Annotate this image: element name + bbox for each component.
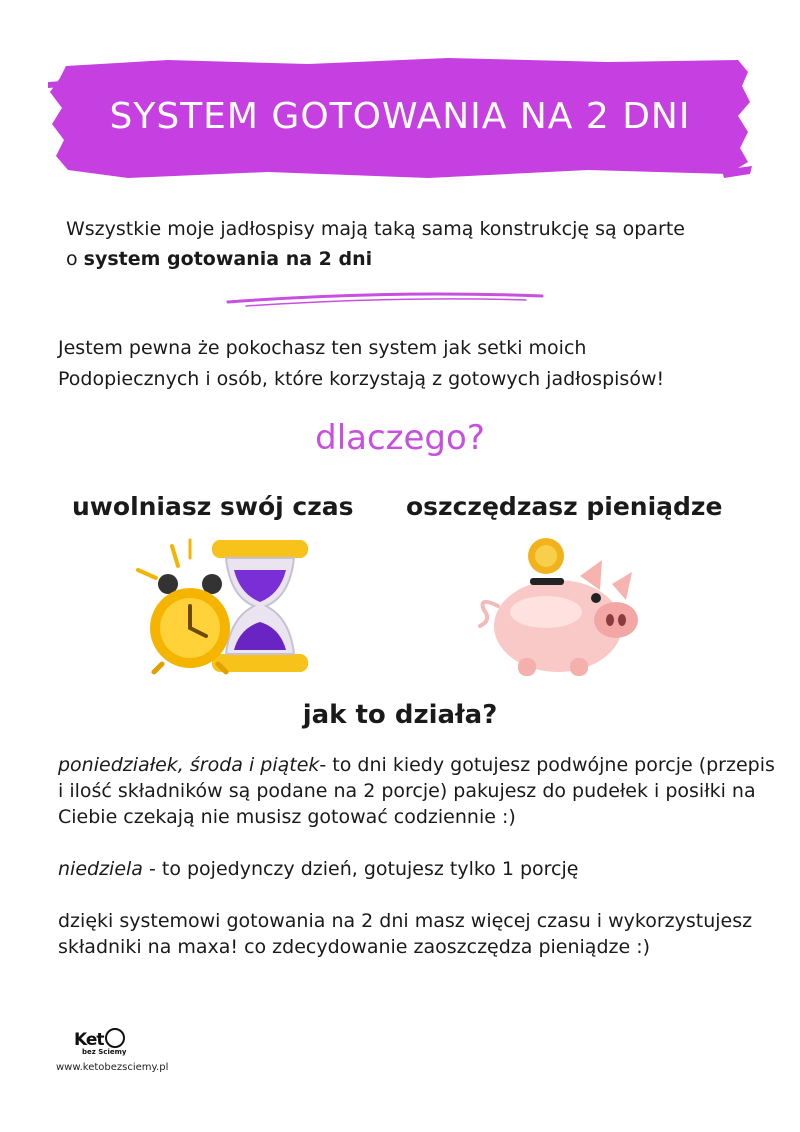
intro-highlight: system gotowania na 2 dni — [83, 248, 373, 270]
intro-line-1: Wszystkie moje jadłospisy mają taką samą konstrukcję są oparte — [66, 218, 685, 240]
confidence-line-1: Jestem pewna że pokochasz ten system jak setki moich — [58, 337, 587, 359]
intro-line-2-prefix: o — [66, 248, 84, 270]
how-it-works-heading: jak to działa? — [302, 700, 498, 730]
schedule-paragraph — [58, 752, 778, 830]
confidence-line-2: Podopiecznych i osób, które korzystają z gotowych jadłospisów! — [58, 368, 665, 390]
intro-line-2 — [66, 244, 766, 274]
page-title: SYSTEM GOTOWANIA NA 2 DNI — [109, 96, 691, 137]
hourglass-alarm-clock-icon — [134, 536, 334, 680]
website-link[interactable]: www.ketobezsciemy.pl — [56, 1062, 169, 1073]
cooking-days: poniedziałek, środa i piątek — [58, 754, 320, 776]
why-heading: dlaczego? — [315, 418, 485, 458]
piggy-bank-icon — [470, 534, 650, 688]
logo-wordmark: Ket — [74, 1030, 104, 1050]
brand-logo — [74, 1028, 126, 1056]
logo-subtitle: bez Sciemy — [82, 1048, 127, 1056]
feature-save-money-label: oszczędzasz pieniądze — [406, 492, 723, 521]
title-banner — [48, 52, 752, 184]
logo-o-icon — [105, 1028, 125, 1048]
single-day: niedziela — [58, 858, 143, 880]
benefit-paragraph: dzięki systemowi gotowania na 2 dni masz więcej czasu i wykorzystujesz składniki na maxa! co zdecydowanie zaoszczędza pieniądze :) — [58, 910, 753, 958]
single-day-description: - to pojedynczy dzień, gotujesz tylko 1 porcję — [142, 858, 579, 880]
swoosh-divider — [226, 290, 546, 310]
confidence-text — [58, 333, 778, 395]
feature-free-time-label: uwolniasz swój czas — [72, 492, 354, 521]
cooking-days-description: - to dni kiedy gotujesz podwójne porcje (przepis i ilość składników są podane na 2 porcje) pakujesz do pudełek i posiłki na Ciebie czekają nie musisz gotować codziennie :) — [58, 754, 775, 828]
intro-text — [66, 214, 766, 274]
sunday-paragraph — [58, 856, 778, 882]
